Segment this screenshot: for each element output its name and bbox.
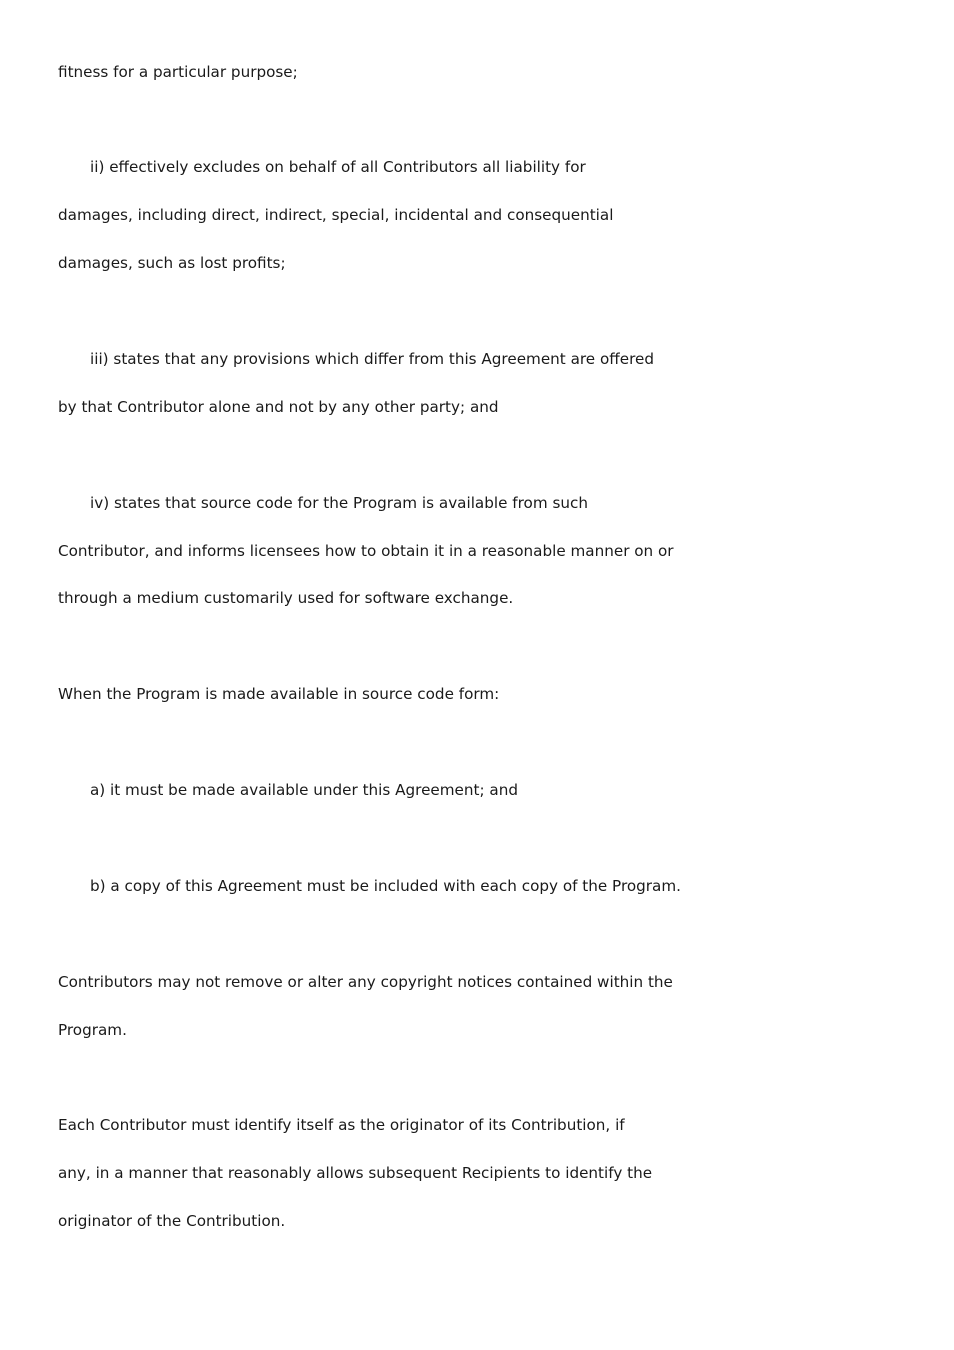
- text-line: fitness for a particular purpose;: [58, 63, 298, 81]
- text-line: through a medium customarily used for software exchange.: [58, 589, 514, 607]
- text-line: Program.: [58, 1021, 127, 1039]
- text-line: by that Contributor alone and not by any other party; and: [58, 398, 499, 416]
- text-line: a) it must be made available under this Agreement; and: [90, 781, 518, 799]
- text-line: damages, such as lost profits;: [58, 254, 286, 272]
- text-line: any, in a manner that reasonably allows subsequent Recipients to identify the: [58, 1164, 653, 1182]
- text-line: b) a copy of this Agreement must be included with each copy of the Program.: [90, 877, 681, 895]
- text-line: damages, including direct, indirect, special, incidental and consequential: [58, 206, 614, 224]
- text-line: ii) effectively excludes on behalf of all Contributors all liability for: [90, 158, 586, 176]
- text-line: originator of the Contribution.: [58, 1212, 286, 1230]
- text-line: iv) states that source code for the Program is available from such: [90, 494, 588, 512]
- text-line: Contributors may not remove or alter any copyright notices contained within the: [58, 973, 673, 991]
- text-line: Each Contributor must identify itself as the originator of its Contribution, if: [58, 1116, 625, 1134]
- text-line: iii) states that any provisions which differ from this Agreement are offered: [90, 350, 654, 368]
- text-line: When the Program is made available in source code form:: [58, 685, 500, 703]
- text-line: Contributor, and informs licensees how to obtain it in a reasonable manner on or: [58, 542, 674, 560]
